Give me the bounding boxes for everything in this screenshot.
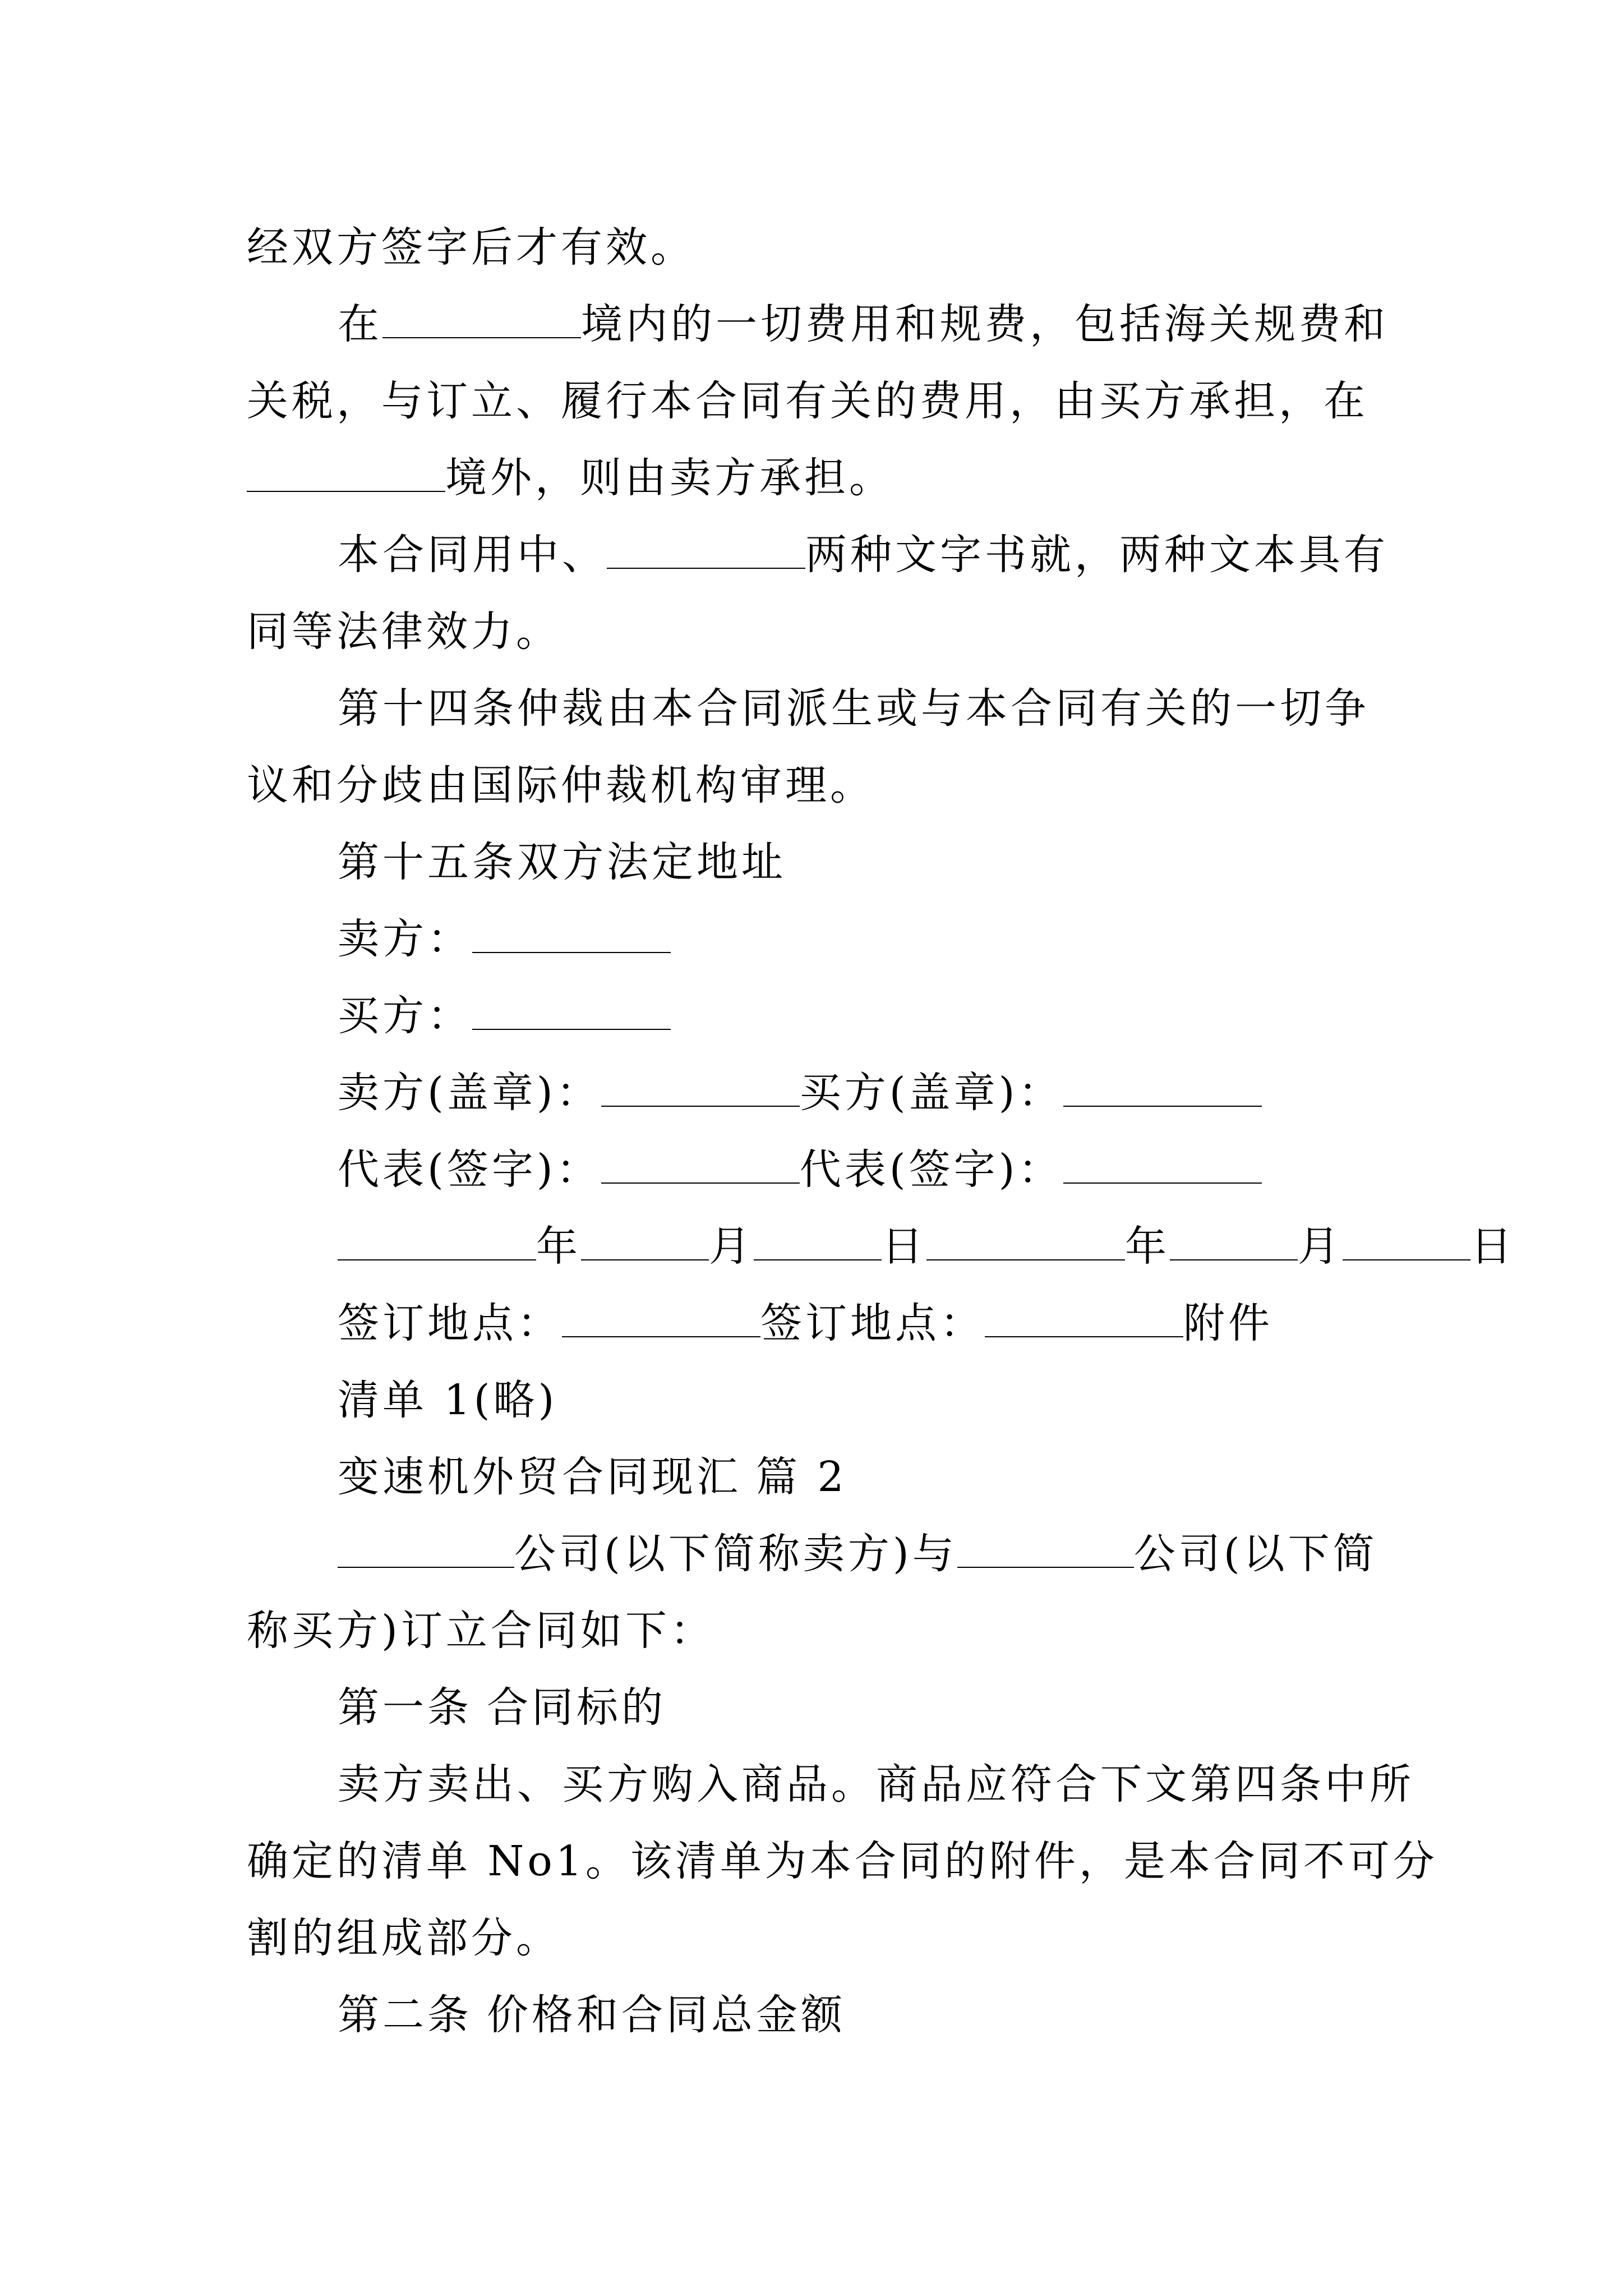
blank-line (338, 1534, 514, 1568)
blank-line (1170, 1227, 1298, 1260)
blank-line (926, 1227, 1125, 1260)
text-line: 称买方)订立合同如下： (247, 1607, 715, 1655)
text-line: 割的组成部分。 (247, 1914, 561, 1962)
section-title: 变速机外贸合同现汇 篇 2 (338, 1453, 847, 1501)
text-line: 第十四条仲裁由本合同派生或与本合同有关的一切争 (338, 684, 1370, 733)
text-line: 同等法律效力。 (247, 608, 561, 656)
blank-line (1063, 1150, 1262, 1184)
text-line: 签订地点： 签订地点： 附件 (338, 1299, 1273, 1347)
blank-line (957, 1534, 1134, 1568)
blank-line (382, 305, 581, 338)
text-line: 公司(以下简称卖方)与 公司(以下简 (338, 1533, 1378, 1575)
text-line: 确定的清单 No1。该清单为本合同的附件，是本合同不可分 (247, 1837, 1438, 1885)
blank-line (607, 535, 805, 569)
text-line: 经双方签字后才有效。 (247, 223, 695, 272)
blank-line (601, 1073, 800, 1107)
date-line: 年 月 日 年 月 日 (338, 1226, 1515, 1267)
blank-line (562, 1304, 760, 1337)
section-heading: 第一条 合同标的 (338, 1683, 666, 1732)
text-line: 关税，与订立、履行本合同有关的费用，由买方承担，在 (247, 377, 1368, 425)
blank-line (338, 1227, 536, 1260)
blank-line (472, 996, 671, 1030)
text-line: 卖方(盖章)： 买方(盖章)： (338, 1072, 1262, 1114)
text-line: 代表(签字)： 代表(签字)： (338, 1149, 1262, 1190)
blank-line (247, 458, 445, 492)
blank-line (601, 1150, 800, 1184)
text-line: 买方： (338, 995, 671, 1037)
blank-line (472, 919, 671, 953)
text-line: 卖方： (338, 918, 671, 960)
text-line: 卖方卖出、买方购入商品。商品应符合下文第四条中所 (338, 1760, 1414, 1809)
text-line: 本合同用中、 两种文字书就，两种文本具有 (338, 531, 1389, 579)
blank-line (754, 1227, 882, 1260)
text-line: 议和分歧由国际仲裁机构审理。 (247, 761, 875, 809)
blank-line (985, 1304, 1183, 1337)
blank-line (1063, 1073, 1262, 1107)
section-heading: 第十五条双方法定地址 (338, 838, 786, 886)
section-heading: 第二条 价格和合同总金额 (338, 1991, 846, 2039)
text-line: 在 境内的一切费用和规费，包括海关规费和 (338, 300, 1389, 348)
text-line: 境外，则由卖方承担。 (247, 457, 894, 499)
blank-line (581, 1227, 709, 1260)
blank-line (1343, 1227, 1470, 1260)
text-line: 清单 1(略) (338, 1376, 558, 1424)
